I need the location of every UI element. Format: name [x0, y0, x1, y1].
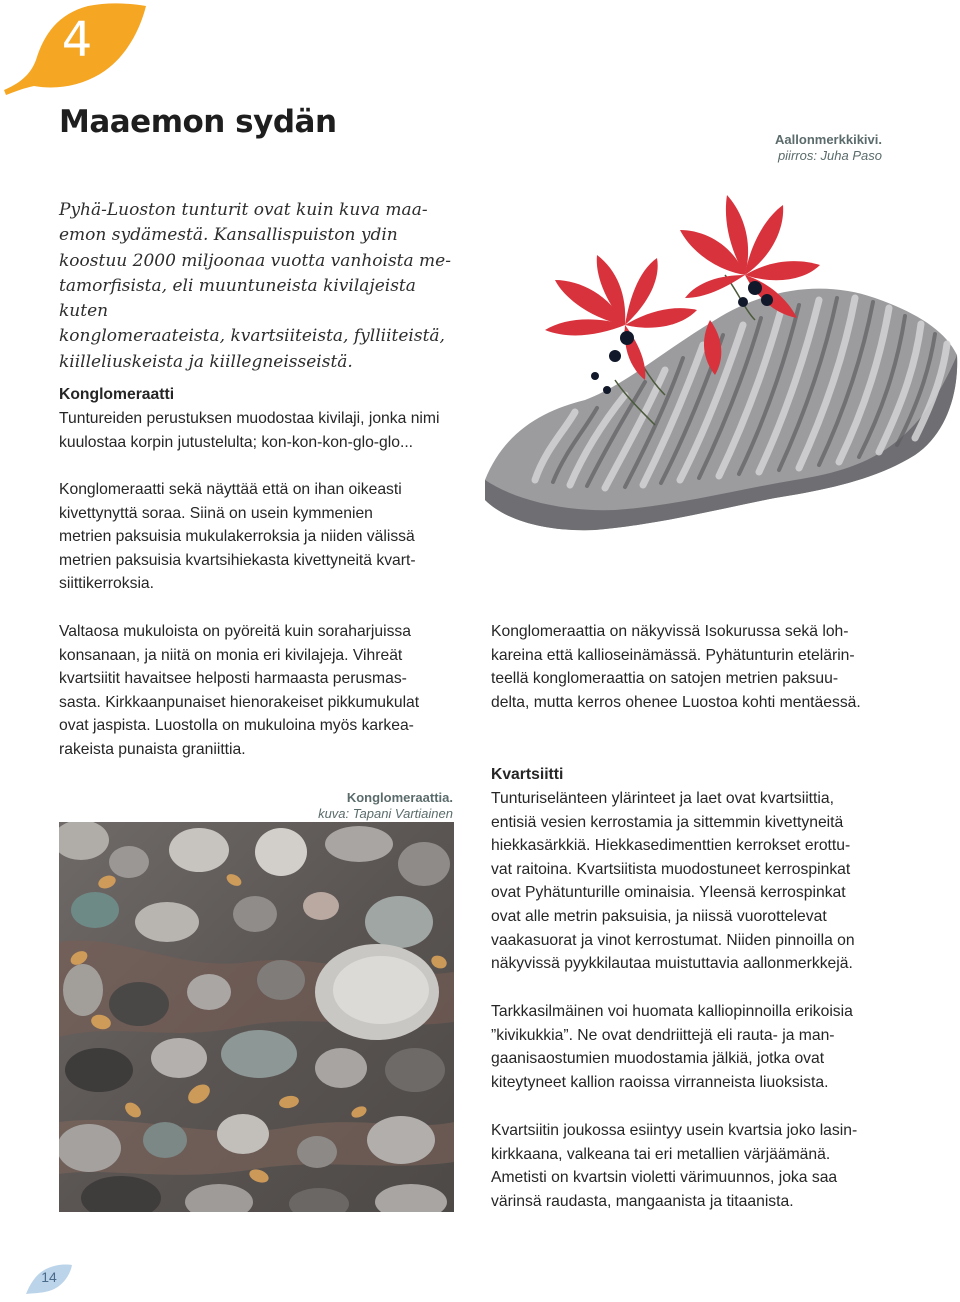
text-line: kvartsiitit havaitsee helposti harmaasta perusmas- — [59, 670, 407, 688]
text-line: Konglomeraatti sekä näyttää että on ihan oikeasti — [59, 481, 402, 498]
text-line: vaakasuorat ja vinot kerrostumat. Niiden pinnoilla on — [491, 931, 855, 949]
text-line: Kvartsiitin joukossa esiintyy usein kvartsia joko lasin- — [491, 1122, 858, 1139]
illustration-caption — [700, 132, 882, 164]
text-line: kivettynyttä soraa. Siinä on usein kymmenien — [59, 504, 373, 522]
text-line: Valtaosa mukuloista on pyöreitä kuin soraharjuissa — [59, 623, 411, 640]
text-line: kirkkaana, valkeana tai eri metallien värjäämänä. — [491, 1145, 831, 1163]
text-line: Tunturiselänteen ylärinteet ja laet ovat kvartsiittia, — [491, 790, 834, 807]
text-line: ovat jaspista. Luostolla on mukuloina myös karkea- — [59, 717, 414, 735]
section-heading-konglomeraatti: Konglomeraatti — [59, 386, 175, 403]
intro-line: Pyhä-Luoston tunturit ovat kuin kuva maa- — [59, 200, 428, 220]
chapter-number: 4 — [61, 12, 93, 68]
text-line: vat raitoina. Kvartsiitista muodostuneet kerrospinkat — [491, 860, 851, 878]
page-number: 14 — [41, 1269, 57, 1285]
text-line: delta, mutta kerros ohenee Luostoa kohti mentäessä. — [491, 693, 861, 711]
text-line: konsanaan, ja niitä on monia eri kivilajeja. Vihreät — [59, 646, 403, 664]
photo-caption — [250, 790, 453, 822]
paragraph-konglomeraatti-1 — [59, 407, 469, 454]
photo-caption-credit: kuva: Tapani Vartiainen — [318, 806, 453, 821]
paragraph-konglomeraatti-4 — [491, 620, 901, 714]
text-line: teellä konglomeraattia on satojen metrien paksuu- — [491, 670, 839, 688]
text-line: Konglomeraattia on näkyvissä Isokurussa sekä loh- — [491, 623, 849, 640]
text-line: kuulostaa korpin jutustelulta; kon-kon-kon-glo-glo... — [59, 433, 414, 451]
text-line: kareina että kallioseinämässä. Pyhätunturin etelärin- — [491, 646, 855, 664]
intro-line: tamorfisista, eli muuntuneista kivilajeista kuten — [59, 275, 416, 322]
paragraph-konglomeraatti-2 — [59, 478, 469, 596]
intro-line: kiilleliuskeista ja kiillegneisseistä. — [59, 351, 353, 372]
text-line: kiteytyneet kallion raoissa virranneista liuoksista. — [491, 1073, 829, 1091]
text-line: metrien paksuisia kvartsihiekasta kivettyneitä kvart- — [59, 551, 416, 569]
text-line: gaanisaostumien muodostamia jälkiä, jotka ovat — [491, 1050, 825, 1068]
text-line: sasta. Kirkkaanpunaiset hienorakeiset pikkumukulat — [59, 693, 420, 711]
illustration-caption-credit: piirros: Juha Paso — [777, 148, 882, 163]
section-heading-kvartsiitti: Kvartsiitti — [491, 766, 564, 783]
text-line: Tuntureiden perustuksen muodostaa kivilaji, jonka nimi — [59, 410, 440, 427]
intro-line: koostuu 2000 miljoonaa vuotta vanhoista me- — [59, 250, 451, 271]
illustration-caption-title: Aallonmerkkikivi. — [775, 132, 882, 147]
ripple-mark-rock-illustration — [475, 180, 960, 545]
text-line: värinsä raudasta, mangaanista ja titaanista. — [491, 1192, 794, 1210]
intro-line: konglomeraateista, kvartsiiteista, fylliiteistä, — [59, 326, 445, 347]
intro-paragraph — [59, 198, 469, 375]
text-line: näkyvissä pyykkilautaa muistuttavia aallonmerkkejä. — [491, 955, 853, 973]
paragraph-kvartsiitti-3 — [491, 1119, 901, 1213]
intro-line: emon sydämestä. Kansallispuiston ydin — [59, 225, 398, 246]
photo-caption-title: Konglomeraattia. — [346, 790, 453, 805]
paragraph-kvartsiitti-1 — [491, 787, 901, 976]
text-line: ovat alle metrin paksuisia, ja niissä vuorottelevat — [491, 907, 827, 925]
text-line: hiekkasärkkiä. Hiekkasedimenttien kerrokset erottu- — [491, 837, 851, 855]
text-line: Tarkkasilmäinen voi huomata kalliopinnoilla erikoisia — [491, 1003, 853, 1020]
text-line: siittikerroksia. — [59, 575, 155, 593]
text-line: Ametisti on kvartsin violetti värimuunnos, joka saa — [491, 1169, 838, 1187]
text-line: entisiä vesien kerrostamia ja sittemmin kivettyneitä — [491, 813, 844, 831]
text-line: ovat Pyhätunturille ominaisia. Yleensä kerrospinkat — [491, 884, 846, 902]
text-line: ”kivikukkia”. Ne ovat dendriittejä eli rauta- ja man- — [491, 1026, 835, 1044]
text-line: metrien paksuisia mukulakerroksia ja niiden välissä — [59, 528, 415, 546]
paragraph-kvartsiitti-2 — [491, 1000, 901, 1094]
page-title: Maaemon sydän — [59, 104, 337, 140]
conglomerate-photo — [59, 822, 454, 1212]
text-line: rakeista punaista graniittia. — [59, 740, 246, 758]
paragraph-konglomeraatti-3 — [59, 620, 469, 762]
